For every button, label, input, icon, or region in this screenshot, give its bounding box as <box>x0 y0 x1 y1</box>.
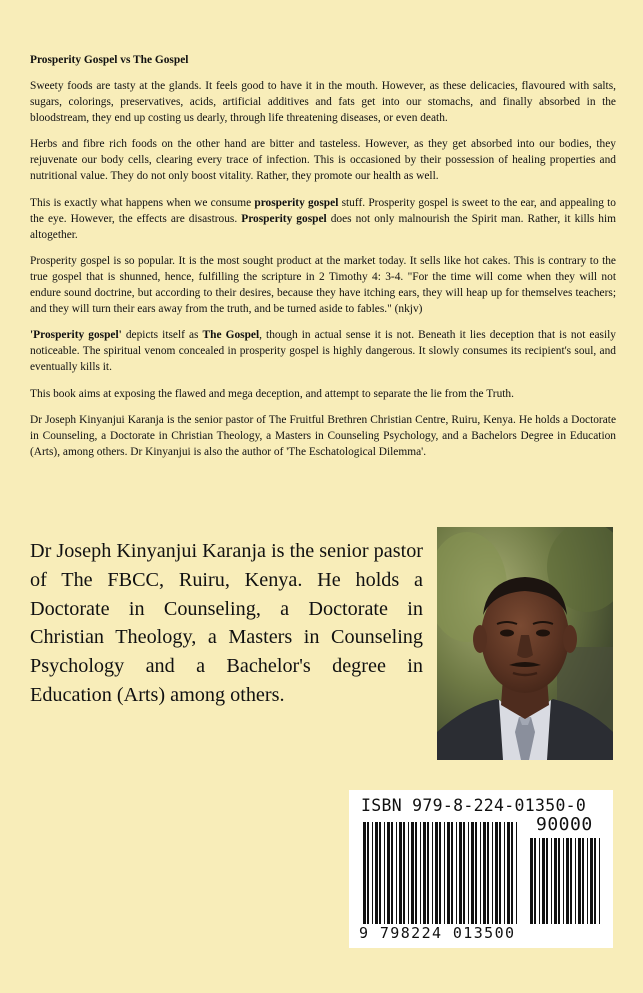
blurb-paragraph-6: This book aims at exposing the flawed and mega deception, and attempt to separate the lie from the Truth. <box>30 387 514 400</box>
blurb-paragraph-1: Sweety foods are tasty at the glands. It feels good to have it in the mouth. However, as these delicacies, flavoured with salts, sugars, colorings, preservatives, acids, artificial additives and fats get into our stomachs, and finally absorbed in the bloodstream, they end up costing us dearly, through life threatening diseases, or even death. <box>30 80 616 125</box>
barcode-bar <box>444 822 445 924</box>
blurb-title: Prosperity Gospel vs The Gospel <box>30 54 189 66</box>
barcode-bar <box>507 822 510 924</box>
barcode-bar <box>551 838 552 924</box>
barcode-bar <box>475 822 477 924</box>
barcode-bar <box>427 822 429 924</box>
barcode-bar <box>575 838 576 924</box>
price-code: 90000 <box>536 814 593 835</box>
barcode-bar <box>411 822 414 924</box>
barcode-bar <box>459 822 462 924</box>
barcode-bar <box>516 822 517 924</box>
barcode-bar <box>566 838 569 924</box>
text-span: does not only malnourish the Spirit man. Rather, it kills him altogether. <box>30 212 616 241</box>
author-bio: Dr Joseph Kinyanjui Karanja is the senior pastor of The FBCC, Ruiru, Kenya. He holds a Doctorate in Counseling, a Doctorate in Christian Theology, a Masters in Counseling Psychology and a Bachelor's degree in Education (Arts) among others. <box>30 540 424 706</box>
barcode-bar <box>387 822 390 924</box>
back-cover-blurb <box>30 52 616 470</box>
barcode-bar <box>587 838 588 924</box>
barcode-bar <box>399 822 402 924</box>
barcode-bar <box>546 838 548 924</box>
barcode-bar <box>483 822 486 924</box>
barcode-bar <box>372 822 373 924</box>
barcode-bar <box>363 822 366 924</box>
bold-span: 'Prosperity gospel' <box>30 329 122 342</box>
barcode-bar <box>408 822 409 924</box>
barcode-bar <box>468 822 469 924</box>
barcode-bar <box>451 822 453 924</box>
barcode-bar <box>384 822 385 924</box>
barcode-bar <box>367 822 369 924</box>
author-photo-icon <box>437 527 613 760</box>
barcode-bar <box>570 838 572 924</box>
barcode-bar <box>439 822 441 924</box>
barcode-bar <box>456 822 457 924</box>
barcode-bar <box>375 822 378 924</box>
barcode-bar <box>471 822 474 924</box>
text-span: depicts itself as <box>121 329 203 342</box>
barcode-bar <box>558 838 560 924</box>
barcode-bar <box>511 822 513 924</box>
bold-span: The Gospel <box>202 329 260 342</box>
barcode-bar <box>534 838 536 924</box>
barcode-bar <box>590 838 593 924</box>
barcode-bar <box>599 838 600 924</box>
barcode-bar <box>554 838 557 924</box>
barcode-bar <box>594 838 596 924</box>
blurb-paragraph-3 <box>30 195 616 243</box>
text-span: stuff. Prosperity gospel is sweet to the ear, and appealing to the eye. However, the effects are disastrous. <box>30 196 616 225</box>
barcode-bar <box>396 822 397 924</box>
barcode-bar <box>539 838 540 924</box>
barcode-bar <box>391 822 393 924</box>
barcode-bar <box>415 822 417 924</box>
barcode-bar <box>423 822 426 924</box>
barcode-bar <box>563 838 564 924</box>
barcode-bar <box>542 838 545 924</box>
barcode-bar <box>499 822 501 924</box>
barcode-bar <box>480 822 481 924</box>
barcode-bar <box>530 838 533 924</box>
barcode-bar <box>403 822 405 924</box>
barcode-bar <box>432 822 433 924</box>
barcode-bar <box>435 822 438 924</box>
barcode-bar <box>578 838 581 924</box>
barcode-bar <box>582 838 584 924</box>
barcode-bar <box>504 822 505 924</box>
barcode-bar <box>447 822 450 924</box>
text-span: This is exactly what happens when we consume <box>30 196 255 209</box>
bold-span: prosperity gospel <box>254 196 339 209</box>
barcode-bar <box>379 822 381 924</box>
barcode-bar <box>495 822 498 924</box>
blurb-paragraph-7: Dr Joseph Kinyanjui Karanja is the senior pastor of The Fruitful Brethren Christian Centre, Ruiru, Kenya. He holds a Doctorate in Counseling, a Doctorate in Christian Theology, a Masters in Counseling Psychology, and a Bachelors Degree in Education (Arts), among others. Dr Kinyanjui is also the author of 'The Eschatological Dilemma'. <box>30 413 616 458</box>
barcode-bar <box>487 822 489 924</box>
blurb-paragraph-2: Herbs and fibre rich foods on the other hand are bitter and tasteless. However, as they get absorbed into our bodies, they rejuvenate our body cells, clearing every trace of infection. This is occasioned by their possession of healing properties and nutritional value. They do not only boost vitality. Rather, they promote our health as well. <box>30 138 616 183</box>
author-photo <box>437 527 613 760</box>
ean-number: 9 798224 013500 <box>359 924 516 942</box>
isbn-number: ISBN 979-8-224-01350-0 <box>361 796 587 815</box>
text-span: , though in actual sense it is not. Beneath it lies deception that is not easily noticeable. The spiritual venom concealed in prosperity gospel is highly dangerous. It slowly consumes its recipient's soul, and eventually kills it. <box>30 329 617 374</box>
barcode-bar <box>463 822 465 924</box>
barcode-bar <box>420 822 421 924</box>
bold-span: Prosperity gospel <box>241 212 327 225</box>
barcode-label <box>349 790 613 948</box>
blurb-paragraph-5 <box>30 327 616 375</box>
blurb-paragraph-4: Prosperity gospel is so popular. It is the most sought product at the market today. It sells like hot cakes. This is contrary to the true gospel that is shunned, hence, fulfilling the scripture in 2 Timothy 4: 3-4. "For the time will come when they will not endure sound doctrine, but according to their desires, because they have itching ears, they will heap up for themselves teachers; and they will turn their ears away from the truth, and be turned aside to fables." (nkjv) <box>30 254 616 316</box>
barcode-bar <box>492 822 493 924</box>
